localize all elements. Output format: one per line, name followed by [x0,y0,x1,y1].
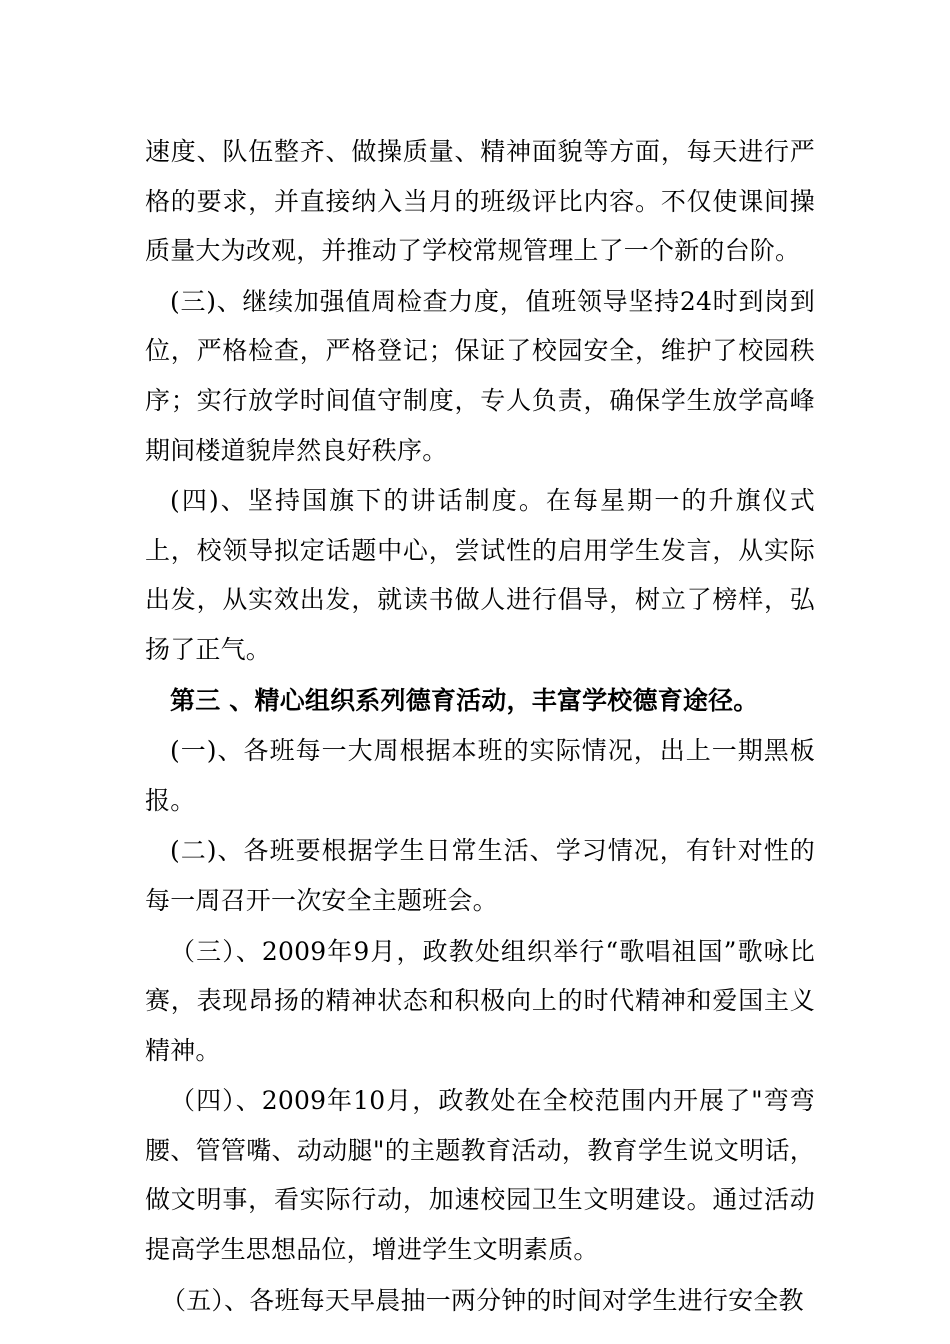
paragraph-exercise-quality: 速度、队伍整齐、做操质量、精神面貌等方面，每天进行严格的要求，并直接纳入当月的班级评比内容。不仅使课间操质量大为改观，并推动了学校常规管理上了一个新的台阶。 [145,137,815,266]
paragraph-singing-contest: （三）、2009年9月，政教处组织举行“歌唱祖国”歌咏比赛，表现昂扬的精神状态和积极向上的时代精神和爱国主义精神。 [145,936,815,1065]
paragraph-civility-campaign: （四）、2009年10月，政教处在全校范围内开展了"弯弯腰、管管嘴、动动腿"的主题教育活动，教育学生说文明话，做文明事，看实际行动，加速校园卫生文明建设。通过活动提高学生思想品位，增进学生文明素质。 [145,1086,815,1265]
paragraph-class-meeting: (二)、各班要根据学生日常生活、学习情况，有针对性的每一周召开一次安全主题班会。 [145,836,815,915]
document-page [145,127,815,1325]
section-heading-moral-activities: 第三 、精心组织系列德育活动，丰富学校德育途径。 [170,685,759,715]
paragraph-blackboard: (一)、各班每一大周根据本班的实际情况，出上一期黑板报。 [145,736,815,815]
paragraph-morning-safety: （五）、各班每天早晨抽一两分钟的时间对学生进行安全教 [161,1285,804,1315]
paragraph-duty-inspection: (三)、继续加强值周检查力度，值班领导坚持24时到岗到位，严格检查，严格登记；保证了校园安全，维护了校园秩序；实行放学时间值守制度，专人负责，确保学生放学高峰期间楼道貌岸然良好秩序。 [145,286,815,465]
paragraph-flag-speech: (四)、坚持国旗下的讲话制度。在每星期一的升旗仪式上，校领导拟定话题中心，尝试性的启用学生发言，从实际出发，从实效出发，就读书做人进行倡导，树立了榜样，弘扬了正气。 [145,486,815,664]
